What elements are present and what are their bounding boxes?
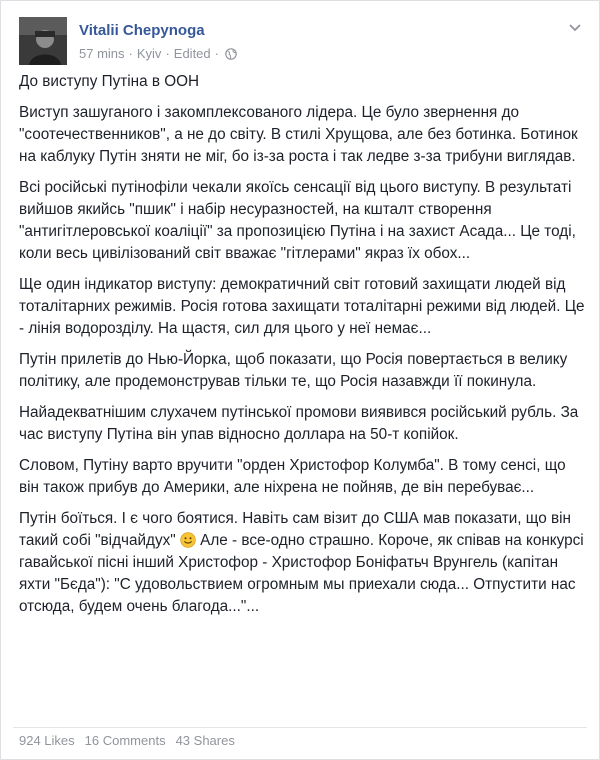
chevron-down-icon[interactable] [565, 17, 585, 37]
post-paragraph: Ще один індикатор виступу: демократичний світ готовий захищати людей від тоталітарних режимів. Росія готова захищати тоталітарні режими від людей. Це - лінія водорозділу. На щастя, сил для цього у неї немає... [19, 276, 585, 337]
meta-separator: · [214, 46, 219, 61]
timestamp-link[interactable]: 57 mins [79, 46, 125, 61]
post-paragraph: Словом, Путіну варто вручити "орден Христофор Колумба". В тому сенсі, що він також прибув до Америки, але ніхрена не пойняв, де він перебуває... [19, 457, 566, 496]
edited-link[interactable]: Edited [173, 46, 211, 61]
author-name-link[interactable]: Vitalii Chepynoga [79, 22, 205, 39]
likes-count-link[interactable]: 924 Likes [19, 733, 75, 748]
post-paragraph-last [19, 508, 585, 618]
avatar[interactable] [19, 17, 67, 65]
post-body [19, 71, 585, 627]
smiley-icon [180, 532, 196, 548]
avatar-image [19, 17, 67, 65]
post-paragraph: До виступу Путіна в ООН [19, 73, 200, 90]
globe-icon[interactable] [225, 48, 237, 60]
post-paragraph: Найадекватнішим слухачем путінської промови виявився російський рубль. За час виступу Путіна він упав відносно доллара на 50-т копійок. [19, 404, 579, 443]
post-stats [19, 733, 235, 748]
meta-separator: · [165, 46, 170, 61]
post-paragraph: Всі російські путінофіли чекали якоїсь сенсації від цього виступу. В результаті вийшов якийсь "пшик" і набір несуразностей, на кшталт створення "антигітлеровської коаліції" за пропозицією Путіна і на захист Асада... Це тоді, коли весь цивілізований світ вважає "гітлерами" якраз їх обох... [19, 179, 576, 262]
post-header [13, 11, 587, 61]
post-paragraph: Виступ зашуганого і закомплексованого лідера. Це було звернення до "соотечественников", а не до світу. В стилі Хрущова, але без ботинка. Ботинок на каблуку Путін зняти не міг, бо із-за роста і так ледве з-за трибуни виглядав. [19, 104, 578, 165]
post-meta [79, 46, 237, 61]
paragraph-text: Путін боїться. І є чого боятися. Навіть сам візит до США мав показати, що він такий собі "відчайдух" [19, 510, 571, 549]
footer-divider [13, 727, 587, 728]
meta-separator: · [128, 46, 133, 61]
comments-count-link[interactable]: 16 Comments [84, 733, 166, 748]
paragraph-text: Але - все-одно страшно. Короче, як співав на конкурсі гавайської пісні інший Христофор - Христофор Боніфатьч Врунгель (капітан яхти "Бєда"): "С удовольствием огромным мы приехали сюда... Отпустити нас отсюда, будем очень благода..."... [19, 532, 584, 615]
location-link[interactable]: Kyiv [136, 46, 162, 61]
post-paragraph: Путін прилетів до Нью-Йорка, щоб показати, що Росія повертається в велику політику, але продемонстрував тільки те, що Росія назавжди її покинула. [19, 351, 568, 390]
shares-count-link[interactable]: 43 Shares [175, 733, 235, 748]
